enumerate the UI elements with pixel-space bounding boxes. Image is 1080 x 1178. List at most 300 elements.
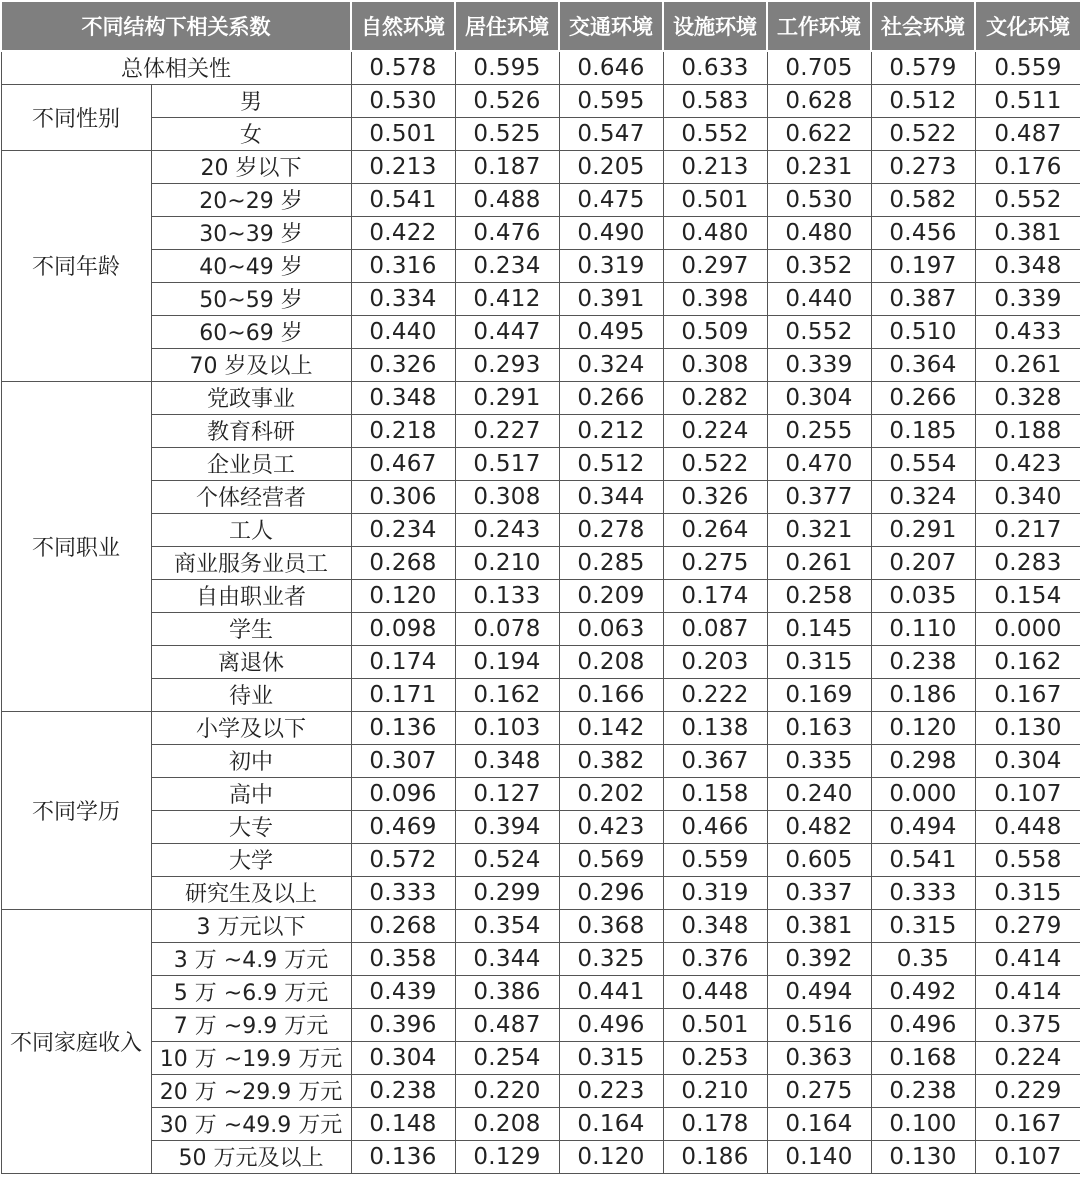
value-cell: 0.412 [455,282,559,315]
row-label: 初中 [151,744,351,777]
table-row [1,876,1080,909]
value-cell: 0.524 [455,843,559,876]
value-cell: 0.136 [351,711,455,744]
value-cell: 0.348 [455,744,559,777]
value-cell: 0.501 [663,183,767,216]
value-cell: 0.268 [351,546,455,579]
value-cell: 0.154 [975,579,1080,612]
value-cell: 0.448 [663,975,767,1008]
value-cell: 0.208 [455,1107,559,1140]
value-cell: 0.194 [455,645,559,678]
value-cell: 0.396 [351,1008,455,1041]
value-cell: 0.316 [351,249,455,282]
value-cell: 0.315 [871,909,975,942]
value-cell: 0.000 [975,612,1080,645]
row-label: 小学及以下 [151,711,351,744]
table-row [1,810,1080,843]
value-cell: 0.476 [455,216,559,249]
table-row [1,1107,1080,1140]
value-cell: 0.186 [663,1140,767,1173]
value-cell: 0.480 [663,216,767,249]
table-row [1,744,1080,777]
value-cell: 0.299 [455,876,559,909]
value-cell: 0.352 [767,249,871,282]
row-label: 研究生及以上 [151,876,351,909]
value-cell: 0.572 [351,843,455,876]
value-cell: 0.255 [767,414,871,447]
value-cell: 0.381 [975,216,1080,249]
value-cell: 0.148 [351,1107,455,1140]
value-cell: 0.120 [351,579,455,612]
value-cell: 0.495 [559,315,663,348]
value-cell: 0.466 [663,810,767,843]
value-cell: 0.552 [663,117,767,150]
value-cell: 0.035 [871,579,975,612]
row-label: 自由职业者 [151,579,351,612]
value-cell: 0.541 [871,843,975,876]
value-cell: 0.238 [871,1074,975,1107]
value-cell: 0.605 [767,843,871,876]
value-cell: 0.375 [975,1008,1080,1041]
value-cell: 0.167 [975,678,1080,711]
value-cell: 0.422 [351,216,455,249]
row-label: 党政事业 [151,381,351,414]
row-label: 商业服务业员工 [151,546,351,579]
value-cell: 0.291 [871,513,975,546]
row-label: 20~29 岁 [151,183,351,216]
value-cell: 0.595 [455,51,559,84]
column-header: 社会环境 [871,1,975,51]
value-cell: 0.223 [559,1074,663,1107]
value-cell: 0.321 [767,513,871,546]
column-header: 工作环境 [767,1,871,51]
value-cell: 0.164 [767,1107,871,1140]
value-cell: 0.364 [871,348,975,381]
value-cell: 0.386 [455,975,559,1008]
value-cell: 0.522 [871,117,975,150]
value-cell: 0.496 [871,1008,975,1041]
value-cell: 0.266 [871,381,975,414]
row-label: 大学 [151,843,351,876]
value-cell: 0.367 [663,744,767,777]
value-cell: 0.222 [663,678,767,711]
value-cell: 0.253 [663,1041,767,1074]
value-cell: 0.526 [455,84,559,117]
value-cell: 0.166 [559,678,663,711]
value-cell: 0.130 [975,711,1080,744]
header-title: 不同结构下相关系数 [1,1,351,51]
value-cell: 0.569 [559,843,663,876]
value-cell: 0.130 [871,1140,975,1173]
value-cell: 0.187 [455,150,559,183]
value-cell: 0.622 [767,117,871,150]
table-row [1,315,1080,348]
value-cell: 0.096 [351,777,455,810]
value-cell: 0.231 [767,150,871,183]
value-cell: 0.398 [663,282,767,315]
value-cell: 0.063 [559,612,663,645]
row-label: 3 万 ~4.9 万元 [151,942,351,975]
value-cell: 0.279 [975,909,1080,942]
table-row [1,513,1080,546]
group-label: 不同学历 [1,711,151,909]
value-cell: 0.234 [455,249,559,282]
row-label: 高中 [151,777,351,810]
value-cell: 0.363 [767,1041,871,1074]
value-cell: 0.554 [871,447,975,480]
value-cell: 0.376 [663,942,767,975]
value-cell: 0.174 [663,579,767,612]
column-header: 交通环境 [559,1,663,51]
value-cell: 0.308 [663,348,767,381]
row-label: 个体经营者 [151,480,351,513]
value-cell: 0.467 [351,447,455,480]
value-cell: 0.304 [975,744,1080,777]
table-row [1,216,1080,249]
value-cell: 0.142 [559,711,663,744]
value-cell: 0.324 [559,348,663,381]
table-row [1,480,1080,513]
value-cell: 0.628 [767,84,871,117]
value-cell: 0.377 [767,480,871,513]
value-cell: 0.275 [663,546,767,579]
value-cell: 0.293 [455,348,559,381]
value-cell: 0.387 [871,282,975,315]
value-cell: 0.163 [767,711,871,744]
value-cell: 0.078 [455,612,559,645]
value-cell: 0.433 [975,315,1080,348]
row-label: 女 [151,117,351,150]
value-cell: 0.140 [767,1140,871,1173]
table-row [1,909,1080,942]
value-cell: 0.344 [455,942,559,975]
value-cell: 0.129 [455,1140,559,1173]
table-row [1,282,1080,315]
value-cell: 0.522 [663,447,767,480]
value-cell: 0.492 [871,975,975,1008]
value-cell: 0.254 [455,1041,559,1074]
value-cell: 0.439 [351,975,455,1008]
value-cell: 0.213 [351,150,455,183]
value-cell: 0.171 [351,678,455,711]
value-cell: 0.315 [559,1041,663,1074]
value-cell: 0.326 [351,348,455,381]
value-cell: 0.304 [351,1041,455,1074]
table-header [1,1,1080,51]
value-cell: 0.264 [663,513,767,546]
overall-label: 总体相关性 [1,51,351,84]
value-cell: 0.308 [455,480,559,513]
value-cell: 0.266 [559,381,663,414]
value-cell: 0.348 [975,249,1080,282]
value-cell: 0.202 [559,777,663,810]
value-cell: 0.185 [871,414,975,447]
value-cell: 0.559 [663,843,767,876]
value-cell: 0.268 [351,909,455,942]
value-cell: 0.558 [975,843,1080,876]
row-label: 10 万 ~19.9 万元 [151,1041,351,1074]
value-cell: 0.337 [767,876,871,909]
value-cell: 0.501 [663,1008,767,1041]
value-cell: 0.633 [663,51,767,84]
row-label: 5 万 ~6.9 万元 [151,975,351,1008]
value-cell: 0.447 [455,315,559,348]
value-cell: 0.209 [559,579,663,612]
group-label: 不同职业 [1,381,151,711]
value-cell: 0.423 [559,810,663,843]
value-cell: 0.595 [559,84,663,117]
value-cell: 0.224 [975,1041,1080,1074]
value-cell: 0.559 [975,51,1080,84]
value-cell: 0.145 [767,612,871,645]
table-row [1,711,1080,744]
table-row [1,645,1080,678]
row-label: 学生 [151,612,351,645]
value-cell: 0.578 [351,51,455,84]
value-cell: 0.224 [663,414,767,447]
value-cell: 0.705 [767,51,871,84]
table-row [1,249,1080,282]
table-row [1,1074,1080,1107]
value-cell: 0.339 [975,282,1080,315]
value-cell: 0.547 [559,117,663,150]
value-cell: 0.227 [455,414,559,447]
row-label: 30~39 岁 [151,216,351,249]
table-row [1,1041,1080,1074]
table-row [1,843,1080,876]
value-cell: 0.440 [351,315,455,348]
value-cell: 0.100 [871,1107,975,1140]
value-cell: 0.488 [455,183,559,216]
value-cell: 0.646 [559,51,663,84]
value-cell: 0.516 [767,1008,871,1041]
value-cell: 0.344 [559,480,663,513]
group-label: 不同年龄 [1,150,151,381]
value-cell: 0.470 [767,447,871,480]
group-label: 不同性别 [1,84,151,150]
value-cell: 0.487 [455,1008,559,1041]
value-cell: 0.291 [455,381,559,414]
value-cell: 0.127 [455,777,559,810]
table-row [1,84,1080,117]
value-cell: 0.296 [559,876,663,909]
value-cell: 0.325 [559,942,663,975]
table-row [1,777,1080,810]
value-cell: 0.494 [767,975,871,1008]
value-cell: 0.333 [871,876,975,909]
row-label: 50 万元及以上 [151,1140,351,1173]
table-row [1,381,1080,414]
value-cell: 0.307 [351,744,455,777]
value-cell: 0.210 [455,546,559,579]
value-cell: 0.324 [871,480,975,513]
value-cell: 0.110 [871,612,975,645]
value-cell: 0.120 [559,1140,663,1173]
row-label: 7 万 ~9.9 万元 [151,1008,351,1041]
table-row [1,150,1080,183]
value-cell: 0.273 [871,150,975,183]
value-cell: 0.333 [351,876,455,909]
row-label: 工人 [151,513,351,546]
value-cell: 0.517 [455,447,559,480]
value-cell: 0.358 [351,942,455,975]
value-cell: 0.496 [559,1008,663,1041]
table-row [1,348,1080,381]
value-cell: 0.188 [975,414,1080,447]
value-cell: 0.176 [975,150,1080,183]
value-cell: 0.238 [351,1074,455,1107]
value-cell: 0.220 [455,1074,559,1107]
value-cell: 0.510 [871,315,975,348]
value-cell: 0.297 [663,249,767,282]
value-cell: 0.392 [767,942,871,975]
value-cell: 0.525 [455,117,559,150]
value-cell: 0.552 [975,183,1080,216]
value-cell: 0.275 [767,1074,871,1107]
value-cell: 0.391 [559,282,663,315]
column-header: 自然环境 [351,1,455,51]
row-label: 20 万 ~29.9 万元 [151,1074,351,1107]
column-header: 文化环境 [975,1,1080,51]
row-label: 60~69 岁 [151,315,351,348]
value-cell: 0.334 [351,282,455,315]
value-cell: 0.490 [559,216,663,249]
table-row-overall [1,51,1080,84]
row-label: 离退休 [151,645,351,678]
table-row [1,975,1080,1008]
value-cell: 0.583 [663,84,767,117]
value-cell: 0.512 [871,84,975,117]
value-cell: 0.103 [455,711,559,744]
value-cell: 0.487 [975,117,1080,150]
value-cell: 0.087 [663,612,767,645]
value-cell: 0.319 [559,249,663,282]
value-cell: 0.315 [975,876,1080,909]
value-cell: 0.000 [871,777,975,810]
value-cell: 0.282 [663,381,767,414]
value-cell: 0.414 [975,942,1080,975]
value-cell: 0.136 [351,1140,455,1173]
row-label: 企业员工 [151,447,351,480]
value-cell: 0.552 [767,315,871,348]
value-cell: 0.348 [663,909,767,942]
table-row [1,414,1080,447]
value-cell: 0.218 [351,414,455,447]
value-cell: 0.098 [351,612,455,645]
value-cell: 0.217 [975,513,1080,546]
value-cell: 0.530 [351,84,455,117]
value-cell: 0.335 [767,744,871,777]
value-cell: 0.261 [767,546,871,579]
row-label: 3 万元以下 [151,909,351,942]
row-label: 40~49 岁 [151,249,351,282]
row-label: 30 万 ~49.9 万元 [151,1107,351,1140]
value-cell: 0.207 [871,546,975,579]
value-cell: 0.501 [351,117,455,150]
row-label: 教育科研 [151,414,351,447]
table-row [1,546,1080,579]
table-row [1,579,1080,612]
value-cell: 0.168 [871,1041,975,1074]
value-cell: 0.328 [975,381,1080,414]
value-cell: 0.469 [351,810,455,843]
value-cell: 0.319 [663,876,767,909]
value-cell: 0.512 [559,447,663,480]
value-cell: 0.162 [975,645,1080,678]
value-cell: 0.203 [663,645,767,678]
value-cell: 0.414 [975,975,1080,1008]
value-cell: 0.158 [663,777,767,810]
value-cell: 0.213 [663,150,767,183]
value-cell: 0.240 [767,777,871,810]
value-cell: 0.298 [871,744,975,777]
value-cell: 0.162 [455,678,559,711]
value-cell: 0.348 [351,381,455,414]
table-row [1,942,1080,975]
header-row [1,1,1080,51]
value-cell: 0.208 [559,645,663,678]
value-cell: 0.138 [663,711,767,744]
value-cell: 0.107 [975,1140,1080,1173]
table-row [1,678,1080,711]
row-label: 男 [151,84,351,117]
value-cell: 0.304 [767,381,871,414]
table-row [1,183,1080,216]
value-cell: 0.169 [767,678,871,711]
value-cell: 0.448 [975,810,1080,843]
value-cell: 0.456 [871,216,975,249]
value-cell: 0.238 [871,645,975,678]
value-cell: 0.354 [455,909,559,942]
value-cell: 0.509 [663,315,767,348]
value-cell: 0.35 [871,942,975,975]
value-cell: 0.494 [871,810,975,843]
value-cell: 0.283 [975,546,1080,579]
value-cell: 0.482 [767,810,871,843]
value-cell: 0.511 [975,84,1080,117]
value-cell: 0.178 [663,1107,767,1140]
value-cell: 0.394 [455,810,559,843]
value-cell: 0.306 [351,480,455,513]
value-cell: 0.441 [559,975,663,1008]
row-label: 待业 [151,678,351,711]
row-label: 大专 [151,810,351,843]
value-cell: 0.381 [767,909,871,942]
table-row [1,117,1080,150]
value-cell: 0.368 [559,909,663,942]
table-row [1,447,1080,480]
value-cell: 0.440 [767,282,871,315]
value-cell: 0.541 [351,183,455,216]
value-cell: 0.475 [559,183,663,216]
value-cell: 0.212 [559,414,663,447]
value-cell: 0.278 [559,513,663,546]
value-cell: 0.258 [767,579,871,612]
value-cell: 0.120 [871,711,975,744]
value-cell: 0.164 [559,1107,663,1140]
value-cell: 0.480 [767,216,871,249]
value-cell: 0.133 [455,579,559,612]
row-label: 70 岁及以上 [151,348,351,381]
value-cell: 0.205 [559,150,663,183]
value-cell: 0.582 [871,183,975,216]
value-cell: 0.243 [455,513,559,546]
value-cell: 0.315 [767,645,871,678]
value-cell: 0.174 [351,645,455,678]
value-cell: 0.382 [559,744,663,777]
table-row [1,1008,1080,1041]
row-label: 50~59 岁 [151,282,351,315]
